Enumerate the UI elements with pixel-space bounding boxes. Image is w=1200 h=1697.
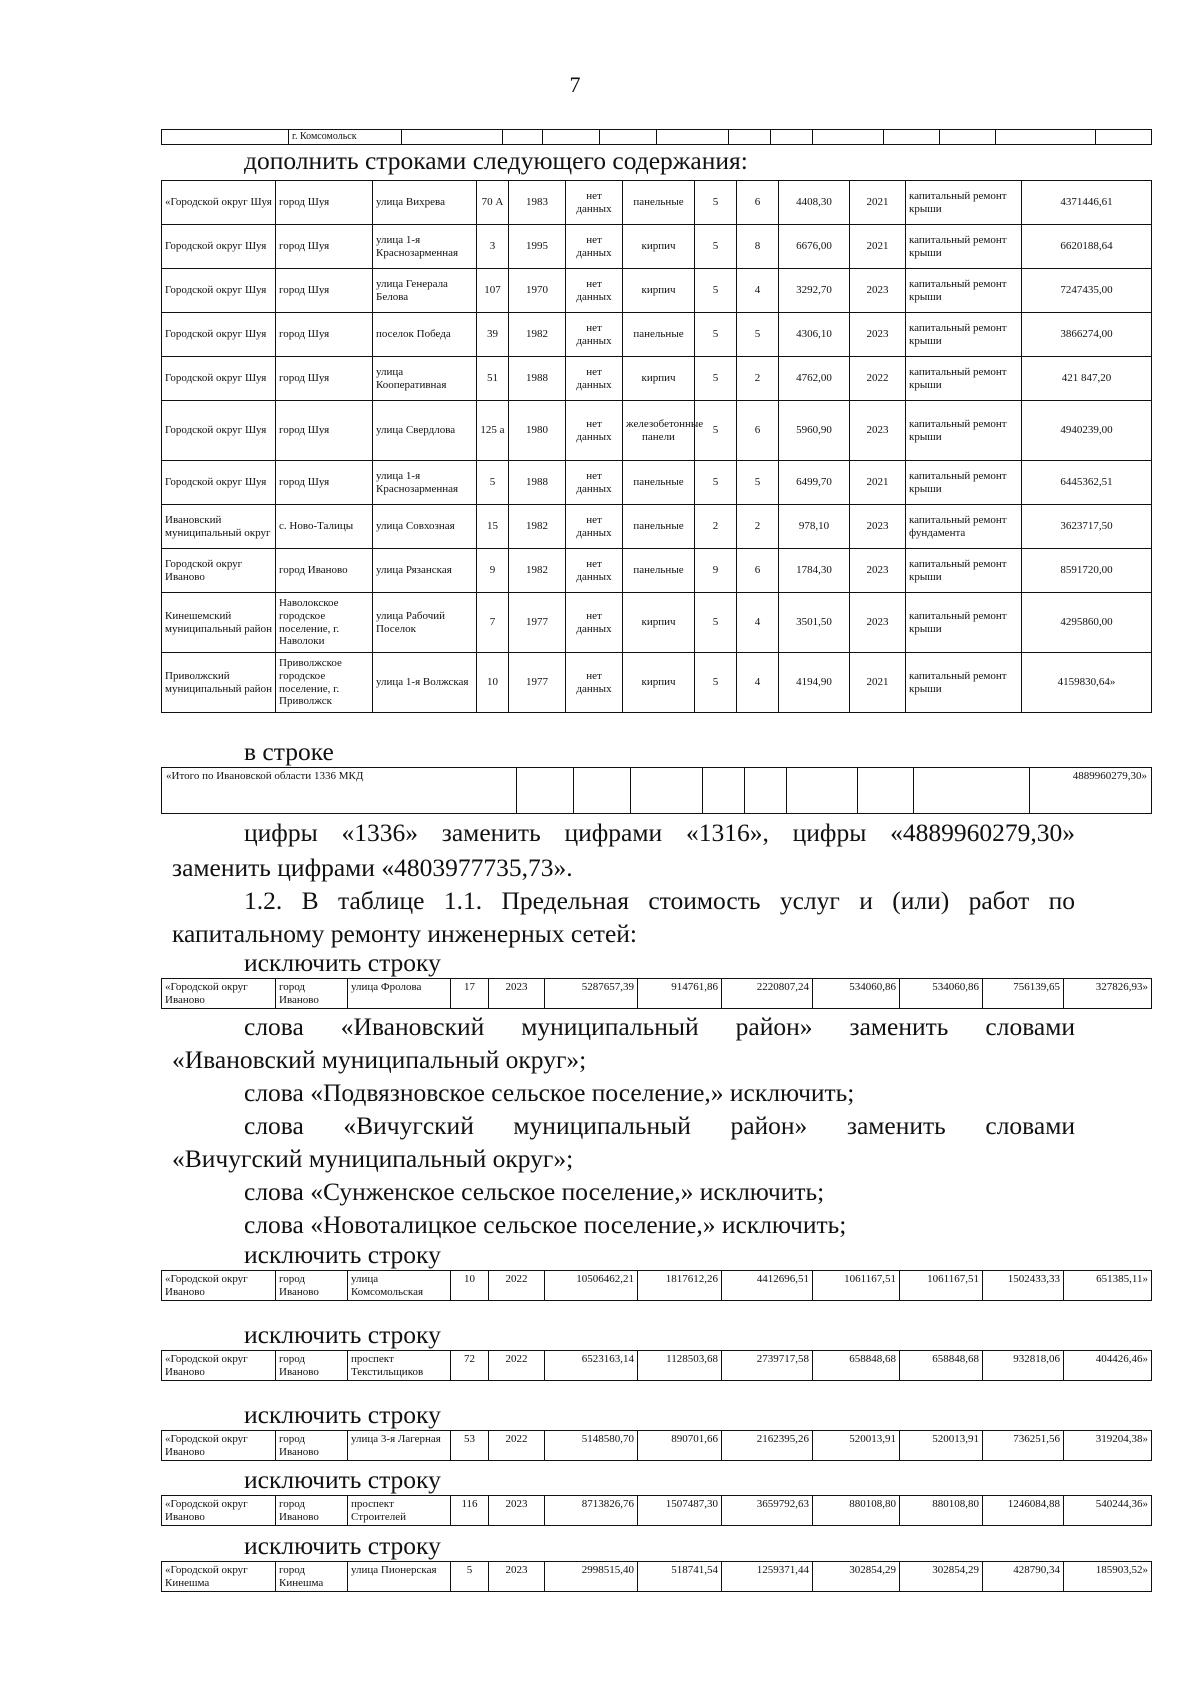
main-table-cell: 2: [737, 505, 779, 549]
excluded-row-cell: проспект Текстильщиков: [348, 1351, 451, 1381]
excluded-row: [162, 979, 1152, 1009]
main-table-cell: 51: [477, 357, 509, 401]
main-table-cell: 3866274,00: [1022, 313, 1152, 357]
main-table-cell: 4940239,00: [1022, 401, 1152, 461]
excluded-row-cell: 4412696,51: [722, 1271, 813, 1301]
main-table-cell: нет данных: [566, 225, 623, 269]
main-table-cell: нет данных: [566, 313, 623, 357]
excluded-row-cell: 2022: [489, 1271, 545, 1301]
excluded-row-cell: улица 3-я Лагерная: [348, 1431, 451, 1461]
header-row-table: [161, 129, 1152, 145]
main-table-row: [162, 593, 1152, 653]
excluded-row-cell: 534060,86: [813, 979, 900, 1009]
main-table-cell: 3623717,50: [1022, 505, 1152, 549]
words3-line1: слова «Вичугский муниципальный район» заменить словами: [244, 1111, 1075, 1140]
main-table-cell: 1982: [509, 313, 566, 357]
main-table-cell: кирпич: [623, 269, 695, 313]
main-table-cell: 3501,50: [779, 593, 850, 653]
main-table-cell: Городской округ Шуя: [162, 461, 276, 505]
main-table-cell: капитальный ремонт крыши: [906, 225, 1022, 269]
replace-line1: цифры «1336» заменить цифрами «1316», цифры «4889960279,30»: [244, 818, 1075, 847]
main-table-cell: 1977: [509, 593, 566, 653]
main-table-cell: 4371446,61: [1022, 181, 1152, 225]
main-table-cell: нет данных: [566, 505, 623, 549]
intro-text: дополнить строками следующего содержания:: [244, 146, 748, 175]
main-table-cell: нет данных: [566, 653, 623, 713]
exclude-label-a: исключить строку: [244, 948, 441, 977]
main-table-cell: улица 1-я Краснозарменная: [373, 461, 477, 505]
main-table-cell: железобетонные панели: [623, 401, 695, 461]
main-table-cell: 10: [477, 653, 509, 713]
main-table-cell: Городской округ Шуя: [162, 357, 276, 401]
main-table-cell: 8591720,00: [1022, 549, 1152, 593]
main-table-cell: 8: [737, 225, 779, 269]
main-table-cell: город Шуя: [276, 269, 373, 313]
main-table-cell: улица 1-я Краснозарменная: [373, 225, 477, 269]
main-table-row: [162, 401, 1152, 461]
exclude-label-e: исключить строку: [244, 1465, 441, 1494]
main-table-cell: Кинешемский муниципальный район: [162, 593, 276, 653]
main-table-cell: 6445362,51: [1022, 461, 1152, 505]
excluded-row-cell: улица Комсомольская: [348, 1271, 451, 1301]
words1-line1: слова «Ивановский муниципальный район» заменить словами: [244, 1012, 1075, 1041]
excluded-row-f-table: [161, 1561, 1152, 1592]
main-table-row: [162, 505, 1152, 549]
main-table-cell: кирпич: [623, 653, 695, 713]
main-table-cell: улица 1-я Волжская: [373, 653, 477, 713]
main-table-cell: улица Кооперативная: [373, 357, 477, 401]
excluded-row-cell: 2022: [489, 1431, 545, 1461]
excluded-row-cell: «Городской округ Иваново: [162, 1431, 276, 1461]
excluded-row-cell: 658848,68: [900, 1351, 983, 1381]
main-table-cell: 2023: [850, 313, 906, 357]
main-table-cell: 6676,00: [779, 225, 850, 269]
main-table-cell: Городской округ Иваново: [162, 549, 276, 593]
excluded-row-e-table: [161, 1495, 1152, 1526]
excluded-row-cell: 534060,86: [900, 979, 983, 1009]
main-table-cell: нет данных: [566, 549, 623, 593]
excluded-row-cell: 185903,52»: [1064, 1562, 1152, 1592]
excluded-row-cell: 880108,80: [813, 1496, 900, 1526]
main-table-row: [162, 225, 1152, 269]
main-table-cell: 2022: [850, 357, 906, 401]
words1-line2: «Ивановский муниципальный округ»;: [172, 1045, 587, 1074]
excluded-row-cell: «Городской округ Иваново: [162, 1496, 276, 1526]
excluded-row-cell: 3659792,63: [722, 1496, 813, 1526]
main-table-row: [162, 313, 1152, 357]
main-table-cell: город Шуя: [276, 313, 373, 357]
excluded-row-cell: «Городской округ Иваново: [162, 1271, 276, 1301]
main-table-cell: 4: [737, 593, 779, 653]
main-table-cell: 70 А: [477, 181, 509, 225]
main-table-cell: Ивановский муниципальный округ: [162, 505, 276, 549]
main-table-cell: 2: [737, 357, 779, 401]
main-table-cell: 2023: [850, 593, 906, 653]
in-row-text: в строке: [244, 737, 334, 766]
excluded-row: [162, 1351, 1152, 1381]
excluded-row-cell: 520013,91: [813, 1431, 900, 1461]
main-table-cell: 5: [695, 181, 737, 225]
main-table-cell: с. Ново-Талицы: [276, 505, 373, 549]
excluded-row-cell: город Иваново: [276, 1431, 348, 1461]
words4: слова «Сунженское сельское поселение,» исключить;: [244, 1177, 825, 1206]
excluded-row-cell: 1259371,44: [722, 1562, 813, 1592]
excluded-row-cell: 658848,68: [813, 1351, 900, 1381]
main-table-cell: 1982: [509, 505, 566, 549]
main-table-cell: капитальный ремонт крыши: [906, 269, 1022, 313]
main-table-cell: 4194,90: [779, 653, 850, 713]
main-table-cell: 6: [737, 181, 779, 225]
words5: слова «Новоталицкое сельское поселение,» исключить;: [244, 1210, 847, 1239]
excluded-row-cell: 10: [451, 1271, 489, 1301]
excluded-row-cell: 319204,38»: [1064, 1431, 1152, 1461]
main-table-cell: 2023: [850, 505, 906, 549]
main-table-cell: 9: [477, 549, 509, 593]
section-line1: 1.2. В таблице 1.1. Предельная стоимость услуг и (или) работ по: [244, 886, 1075, 915]
main-table-cell: 1977: [509, 653, 566, 713]
excluded-row-cell: улица Фролова: [348, 979, 451, 1009]
excluded-row: [162, 1271, 1152, 1301]
excluded-row-cell: 116: [451, 1496, 489, 1526]
excluded-row-cell: 2023: [489, 1496, 545, 1526]
excluded-row-cell: 1502433,33: [983, 1271, 1064, 1301]
excluded-row: [162, 1496, 1152, 1526]
main-table-cell: 1995: [509, 225, 566, 269]
main-table-cell: кирпич: [623, 225, 695, 269]
total-row-table: [161, 767, 1152, 814]
main-table-cell: панельные: [623, 181, 695, 225]
main-table-cell: 4: [737, 653, 779, 713]
main-table-cell: 2021: [850, 653, 906, 713]
main-table-cell: 5: [695, 357, 737, 401]
main-table-cell: капитальный ремонт крыши: [906, 461, 1022, 505]
main-table-cell: 5: [695, 653, 737, 713]
replace-line2: заменить цифрами «4803977735,73».: [172, 853, 573, 882]
main-table-cell: кирпич: [623, 593, 695, 653]
main-table-cell: 39: [477, 313, 509, 357]
excluded-row-cell: город Кинешма: [276, 1562, 348, 1592]
main-table-cell: 2023: [850, 549, 906, 593]
main-table-cell: город Иваново: [276, 549, 373, 593]
excluded-row-cell: 2220807,24: [722, 979, 813, 1009]
excluded-row-cell: «Городской округ Иваново: [162, 979, 276, 1009]
excluded-row: [162, 1562, 1152, 1592]
main-table-cell: капитальный ремонт крыши: [906, 401, 1022, 461]
excluded-row-cell: 53: [451, 1431, 489, 1461]
section-line2: капитальному ремонту инженерных сетей:: [172, 919, 637, 948]
main-table-cell: улица Свердлова: [373, 401, 477, 461]
main-table-cell: 1980: [509, 401, 566, 461]
main-table-cell: 4: [737, 269, 779, 313]
main-table-cell: 1988: [509, 461, 566, 505]
main-table-cell: Городской округ Шуя: [162, 225, 276, 269]
main-table-cell: 5: [737, 313, 779, 357]
main-table-cell: 2023: [850, 269, 906, 313]
main-table-cell: 15: [477, 505, 509, 549]
main-table-cell: 107: [477, 269, 509, 313]
main-table-cell: 5: [695, 593, 737, 653]
main-table-cell: панельные: [623, 549, 695, 593]
main-table-cell: 3: [477, 225, 509, 269]
excluded-row-cell: 302854,29: [900, 1562, 983, 1592]
main-table-cell: 4295860,00: [1022, 593, 1152, 653]
main-table-cell: 421 847,20: [1022, 357, 1152, 401]
main-table-cell: 1784,30: [779, 549, 850, 593]
excluded-row-c-table: [161, 1350, 1152, 1381]
main-table-cell: 5: [695, 269, 737, 313]
excluded-row-cell: 1507487,30: [638, 1496, 722, 1526]
main-table-cell: 7: [477, 593, 509, 653]
exclude-label-c: исключить строку: [244, 1320, 441, 1349]
main-table-cell: капитальный ремонт крыши: [906, 181, 1022, 225]
excluded-row-cell: 880108,80: [900, 1496, 983, 1526]
main-table-cell: 6: [737, 549, 779, 593]
main-table-cell: 4762,00: [779, 357, 850, 401]
main-table-cell: 5: [695, 401, 737, 461]
main-table-cell: 1982: [509, 549, 566, 593]
main-table-cell: 2023: [850, 401, 906, 461]
total-row-value: 4889960279,30»: [1030, 768, 1152, 814]
excluded-row-cell: 2023: [489, 979, 545, 1009]
main-table-cell: Городской округ Шуя: [162, 401, 276, 461]
main-table-row: [162, 181, 1152, 225]
excluded-row-cell: 518741,54: [638, 1562, 722, 1592]
excluded-row-cell: 2739717,58: [722, 1351, 813, 1381]
excluded-row-cell: 5287657,39: [545, 979, 638, 1009]
main-table-cell: 2021: [850, 225, 906, 269]
main-table-cell: 6620188,64: [1022, 225, 1152, 269]
main-table-row: [162, 653, 1152, 713]
excluded-row-cell: 2998515,40: [545, 1562, 638, 1592]
main-table-cell: 5: [695, 313, 737, 357]
excluded-row-cell: 17: [451, 979, 489, 1009]
excluded-row: [162, 1431, 1152, 1461]
excluded-row-cell: город Иваново: [276, 1496, 348, 1526]
main-table-cell: капитальный ремонт крыши: [906, 653, 1022, 713]
excluded-row-cell: 1061167,51: [900, 1271, 983, 1301]
excluded-row-cell: 302854,29: [813, 1562, 900, 1592]
main-table-row: [162, 357, 1152, 401]
main-table-cell: капитальный ремонт крыши: [906, 549, 1022, 593]
main-table-cell: нет данных: [566, 181, 623, 225]
main-table-cell: улица Рязанская: [373, 549, 477, 593]
total-row-label: «Итого по Ивановской области 1336 МКД: [162, 768, 517, 814]
excluded-row-cell: 932818,06: [983, 1351, 1064, 1381]
main-table-cell: Городской округ Шуя: [162, 269, 276, 313]
excluded-row-cell: 520013,91: [900, 1431, 983, 1461]
words2: слова «Подвязновское сельское поселение,» исключить;: [244, 1078, 855, 1107]
main-table-cell: панельные: [623, 461, 695, 505]
excluded-row-cell: 5: [451, 1562, 489, 1592]
main-table-cell: 1988: [509, 357, 566, 401]
main-table-cell: Приволжский муниципальный район: [162, 653, 276, 713]
main-table-cell: город Шуя: [276, 181, 373, 225]
main-table-cell: 7247435,00: [1022, 269, 1152, 313]
main-table-cell: 4159830,64»: [1022, 653, 1152, 713]
main-table-cell: капитальный ремонт крыши: [906, 313, 1022, 357]
header-row-cell: г. Комсомольск: [289, 130, 402, 145]
main-table-cell: капитальный ремонт фундамента: [906, 505, 1022, 549]
excluded-row-cell: 1246084,88: [983, 1496, 1064, 1526]
main-table-cell: 9: [695, 549, 737, 593]
exclude-label-f: исключить строку: [244, 1531, 441, 1560]
excluded-row-cell: улица Пионерская: [348, 1562, 451, 1592]
main-table-cell: 5: [737, 461, 779, 505]
main-table-cell: улица Вихрева: [373, 181, 477, 225]
main-table-cell: нет данных: [566, 357, 623, 401]
excluded-row-cell: 428790,34: [983, 1562, 1064, 1592]
excluded-row-cell: 5148580,70: [545, 1431, 638, 1461]
excluded-row-cell: 327826,93»: [1064, 979, 1152, 1009]
main-table-cell: 6499,70: [779, 461, 850, 505]
main-table-row: [162, 269, 1152, 313]
main-table-cell: 4306,10: [779, 313, 850, 357]
main-table-cell: город Шуя: [276, 461, 373, 505]
excluded-row-cell: проспект Строителей: [348, 1496, 451, 1526]
main-table-cell: 1970: [509, 269, 566, 313]
main-table-cell: Наволокское городское поселение, г. Наволоки: [276, 593, 373, 653]
main-table-cell: 2021: [850, 461, 906, 505]
excluded-row-cell: 404426,46»: [1064, 1351, 1152, 1381]
main-table-cell: Городской округ Шуя: [162, 313, 276, 357]
main-table-cell: 5960,90: [779, 401, 850, 461]
excluded-row-cell: 1128503,68: [638, 1351, 722, 1381]
excluded-row-cell: город Иваново: [276, 1351, 348, 1381]
main-table-row: [162, 461, 1152, 505]
excluded-row-cell: город Иваново: [276, 1271, 348, 1301]
excluded-row-a-table: [161, 978, 1152, 1009]
main-table-cell: улица Совхозная: [373, 505, 477, 549]
main-table-cell: поселок Победа: [373, 313, 477, 357]
main-table-cell: 125 а: [477, 401, 509, 461]
main-table-cell: Приволжское городское поселение, г. Приволжск: [276, 653, 373, 713]
excluded-row-cell: 6523163,14: [545, 1351, 638, 1381]
main-table-cell: улица Рабочий Поселок: [373, 593, 477, 653]
excluded-row-cell: 8713826,76: [545, 1496, 638, 1526]
excluded-row-cell: 1061167,51: [813, 1271, 900, 1301]
words3-line2: «Вичугский муниципальный округ»;: [172, 1144, 574, 1173]
excluded-row-cell: 10506462,21: [545, 1271, 638, 1301]
main-table-cell: нет данных: [566, 461, 623, 505]
page-number: 7: [569, 72, 581, 97]
main-table-cell: город Шуя: [276, 401, 373, 461]
main-table-cell: 1983: [509, 181, 566, 225]
excluded-row-cell: город Иваново: [276, 979, 348, 1009]
main-table-cell: панельные: [623, 313, 695, 357]
main-table-cell: 3292,70: [779, 269, 850, 313]
main-table-cell: 5: [695, 461, 737, 505]
main-table-cell: «Городской округ Шуя: [162, 181, 276, 225]
main-table-cell: 5: [477, 461, 509, 505]
excluded-row-d-table: [161, 1430, 1152, 1461]
exclude-label-b: исключить строку: [244, 1240, 441, 1269]
excluded-row-cell: 540244,36»: [1064, 1496, 1152, 1526]
main-table-cell: капитальный ремонт крыши: [906, 593, 1022, 653]
main-table-cell: улица Генерала Белова: [373, 269, 477, 313]
exclude-label-d: исключить строку: [244, 1400, 441, 1429]
excluded-row-cell: 2022: [489, 1351, 545, 1381]
main-table-row: [162, 549, 1152, 593]
main-table-cell: 6: [737, 401, 779, 461]
main-table-cell: панельные: [623, 505, 695, 549]
main-table-cell: 2: [695, 505, 737, 549]
excluded-row-cell: «Городской округ Иваново: [162, 1351, 276, 1381]
excluded-row-cell: 2023: [489, 1562, 545, 1592]
main-table-cell: 4408,30: [779, 181, 850, 225]
excluded-row-cell: 756139,65: [983, 979, 1064, 1009]
excluded-row-cell: «Городской округ Кинешма: [162, 1562, 276, 1592]
main-table-cell: кирпич: [623, 357, 695, 401]
excluded-row-cell: 914761,86: [638, 979, 722, 1009]
main-table-cell: 5: [695, 225, 737, 269]
main-table: [161, 180, 1152, 713]
excluded-row-b-table: [161, 1270, 1152, 1301]
main-table-cell: 2021: [850, 181, 906, 225]
excluded-row-cell: 736251,56: [983, 1431, 1064, 1461]
main-table-cell: нет данных: [566, 401, 623, 461]
excluded-row-cell: 890701,66: [638, 1431, 722, 1461]
main-table-cell: нет данных: [566, 593, 623, 653]
excluded-row-cell: 72: [451, 1351, 489, 1381]
main-table-cell: 978,10: [779, 505, 850, 549]
main-table-cell: нет данных: [566, 269, 623, 313]
excluded-row-cell: 651385,11»: [1064, 1271, 1152, 1301]
main-table-cell: город Шуя: [276, 357, 373, 401]
excluded-row-cell: 1817612,26: [638, 1271, 722, 1301]
main-table-cell: капитальный ремонт крыши: [906, 357, 1022, 401]
main-table-cell: город Шуя: [276, 225, 373, 269]
excluded-row-cell: 2162395,26: [722, 1431, 813, 1461]
